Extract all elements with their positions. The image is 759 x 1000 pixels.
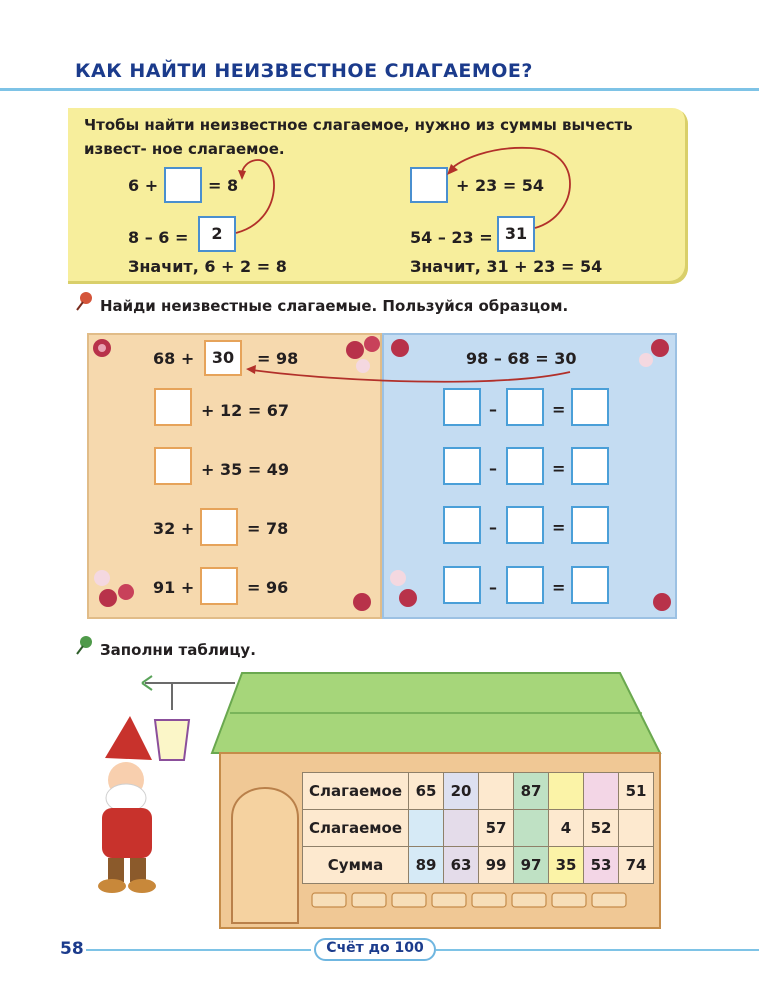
right-row2-minus: – <box>489 400 497 419</box>
panel-decor <box>80 330 690 625</box>
footer-rule <box>436 949 759 951</box>
ex2-answer-box: 31 <box>497 216 535 252</box>
rule-arrows <box>0 0 759 300</box>
footer-rule <box>86 949 311 951</box>
task1-instruction: Найди неизвестные слагаемые. Пользуйся образцом. <box>100 297 569 315</box>
table-row <box>303 773 654 810</box>
table-cell[interactable]: 53 <box>584 847 619 884</box>
left-row4-a: 32 + <box>153 519 195 538</box>
row-label: Сумма <box>303 847 409 884</box>
addition-table <box>302 772 654 884</box>
ex1-line1-b: = 8 <box>208 176 239 195</box>
ex1-line2-a: 8 – 6 = <box>128 228 189 247</box>
left-row2-b: + 12 = 67 <box>201 401 290 420</box>
right-row5-equals: = <box>552 578 566 597</box>
lantern-icon <box>155 720 189 760</box>
page-number: 58 <box>60 939 84 959</box>
task2-instruction: Заполни таблицу. <box>100 641 256 659</box>
table-cell[interactable] <box>584 773 619 810</box>
table-row <box>303 847 654 884</box>
table-cell[interactable]: 51 <box>619 773 654 810</box>
flower-icon <box>93 336 671 611</box>
left-row1-a: 68 + <box>153 349 195 368</box>
pushpin-icon <box>74 290 96 312</box>
gnome-icon <box>98 716 156 893</box>
left-row5-a: 91 + <box>153 578 195 597</box>
right-row4-equals: = <box>552 518 566 537</box>
left-row1-b: = 98 <box>257 349 299 368</box>
pushpin-icon <box>74 634 96 656</box>
table-cell[interactable] <box>549 773 584 810</box>
ex1-conclusion: Значит, 6 + 2 = 8 <box>128 257 287 276</box>
table-cell[interactable]: 89 <box>409 847 444 884</box>
table-cell[interactable]: 87 <box>514 773 549 810</box>
row-label: Слагаемое <box>303 773 409 810</box>
row-label: Слагаемое <box>303 810 409 847</box>
table-cell[interactable]: 99 <box>479 847 514 884</box>
table-cell[interactable] <box>479 773 514 810</box>
left-row3-b: + 35 = 49 <box>201 460 290 479</box>
left-row4-b: = 78 <box>247 519 289 538</box>
table-cell[interactable]: 35 <box>549 847 584 884</box>
table-cell[interactable]: 65 <box>409 773 444 810</box>
page-title: КАК НАЙТИ НЕИЗВЕСТНОЕ СЛАГАЕМОЕ? <box>75 60 533 82</box>
table-cell[interactable]: 57 <box>479 810 514 847</box>
door <box>232 788 298 923</box>
table-cell[interactable] <box>514 810 549 847</box>
left-row5-b: = 96 <box>247 578 289 597</box>
left-row1-box[interactable]: 30 <box>204 340 242 376</box>
table-cell[interactable]: 52 <box>584 810 619 847</box>
footer-label: Счёт до 100 <box>326 940 424 956</box>
right-row2-equals: = <box>552 400 566 419</box>
table-cell[interactable] <box>409 810 444 847</box>
right-row4-minus: – <box>489 518 497 537</box>
table-cell[interactable]: 74 <box>619 847 654 884</box>
table-cell[interactable]: 97 <box>514 847 549 884</box>
right-row5-minus: – <box>489 578 497 597</box>
table-cell[interactable]: 20 <box>444 773 479 810</box>
ex1-answer-box: 2 <box>198 216 236 252</box>
table-cell[interactable]: 63 <box>444 847 479 884</box>
rule-text: Чтобы найти неизвестное слагаемое, нужно из суммы вычесть извест- ное слагаемое. <box>84 116 633 158</box>
ex2-conclusion: Значит, 31 + 23 = 54 <box>410 257 603 276</box>
table-cell[interactable]: 4 <box>549 810 584 847</box>
table-row <box>303 810 654 847</box>
right-row3-equals: = <box>552 459 566 478</box>
ex2-line2-a: 54 – 23 = <box>410 228 493 247</box>
sample-equation: 98 – 68 = 30 <box>466 349 577 368</box>
table-cell[interactable] <box>619 810 654 847</box>
table-cell[interactable] <box>444 810 479 847</box>
ex1-line1-a: 6 + <box>128 176 159 195</box>
ex2-line1-b: + 23 = 54 <box>456 176 545 195</box>
right-row3-minus: – <box>489 459 497 478</box>
